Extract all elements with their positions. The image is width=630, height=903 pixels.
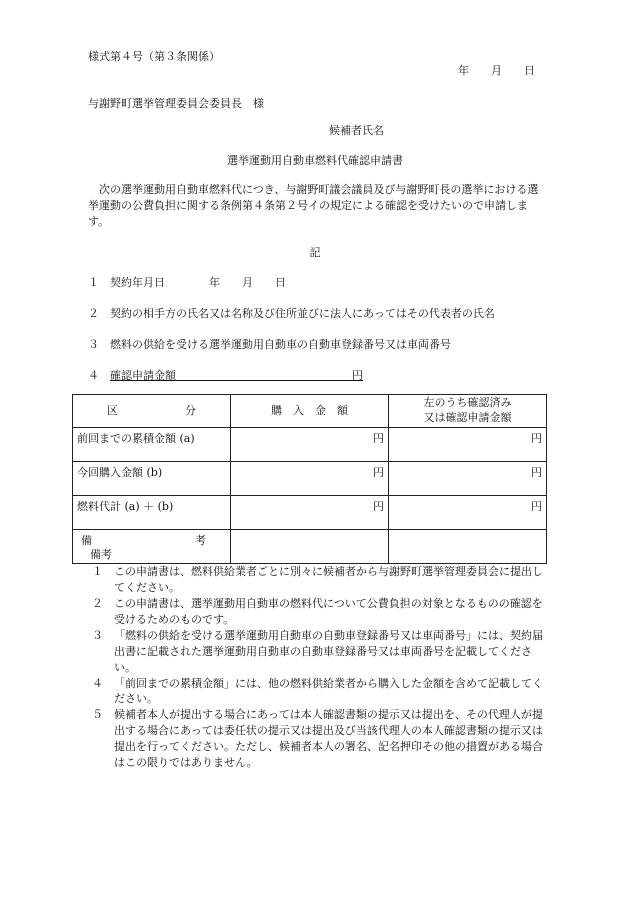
form-number: 様式第４号（第３条関係） bbox=[88, 50, 220, 63]
yen-cell: 円 bbox=[231, 496, 389, 530]
yen-cell: 円 bbox=[389, 496, 547, 530]
header-category-a: 区 bbox=[107, 403, 118, 417]
intro-text: 次の選挙運動用自動車燃料代につき、与謝野町議会議員及び与謝野町長の選挙における選挙運動の公費負担に関する条例第４条第２号イの規定による確認を受けたいので申請します。 bbox=[88, 183, 539, 228]
table-row bbox=[73, 462, 547, 496]
intro-paragraph bbox=[88, 182, 546, 230]
notes-title: 備考 bbox=[90, 548, 112, 561]
item-number: ３ bbox=[88, 338, 99, 351]
header-category bbox=[73, 395, 231, 428]
yen-cell: 円 bbox=[389, 428, 547, 462]
note-number: １ bbox=[92, 564, 103, 578]
application-amount: 確認申請金額 円 bbox=[110, 369, 363, 382]
note-item bbox=[88, 676, 546, 708]
document-title: 選挙運動用自動車燃料代確認申請書 bbox=[227, 154, 403, 167]
yen-cell: 円 bbox=[231, 428, 389, 462]
item-number: ２ bbox=[88, 307, 99, 320]
row-label: 今回購入金額 (b) bbox=[73, 462, 231, 496]
notes-section bbox=[88, 547, 546, 771]
item-text: 契約年月日 年 月 日 bbox=[110, 276, 286, 289]
header-confirmed-line1: 左のうち確認済み bbox=[423, 396, 512, 410]
note-number: ３ bbox=[92, 628, 103, 642]
remarks-label-b: 考 bbox=[195, 534, 206, 547]
table-row bbox=[73, 428, 547, 462]
table-header-row bbox=[73, 395, 547, 428]
item-number: ４ bbox=[88, 369, 99, 382]
table-row bbox=[73, 496, 547, 530]
row-label: 前回までの累積金額 (a) bbox=[73, 428, 231, 462]
note-text: この申請書は、選挙運動用自動車の燃料代について公費負担の対象となるものの確認を受けるためのものです。 bbox=[114, 596, 543, 626]
note-number: ２ bbox=[92, 596, 103, 610]
ki-label: 記 bbox=[309, 246, 321, 259]
item-text: 燃料の供給を受ける選挙運動用自動車の自動車登録番号又は車両番号 bbox=[110, 338, 451, 351]
item-text: 契約の相手方の氏名又は名称及び住所並びに法人にあってはその代表者の氏名 bbox=[110, 307, 495, 320]
header-purchase-amount: 購 入 金 額 bbox=[231, 395, 389, 428]
header-category-b: 分 bbox=[185, 403, 196, 417]
item-1 bbox=[88, 275, 286, 291]
note-text: 「燃料の供給を受ける選挙運動用自動車の自動車登録番号又は車両番号」には、契約届出書に記載された選挙運動用自動車の自動車登録番号又は車両番号を記載してください。 bbox=[114, 628, 543, 674]
item-number: １ bbox=[88, 276, 99, 289]
header-confirmed-line2: 又は確認申請金額 bbox=[423, 411, 512, 424]
note-number: ４ bbox=[92, 676, 103, 690]
row-label: 燃料代計 (a) ＋ (b) bbox=[73, 496, 231, 530]
item-3 bbox=[88, 337, 451, 353]
remarks-label-a: 備 bbox=[81, 534, 92, 547]
candidate-name-label: 候補者氏名 bbox=[329, 124, 384, 137]
note-text: 「前回までの累積金額」には、他の燃料供給業者から購入した金額を含めて記載してください。 bbox=[114, 676, 543, 706]
note-item bbox=[88, 596, 546, 628]
note-text: 候補者本人が提出する場合にあっては本人確認書類の提示又は提出を、その代理人が提出する場合にあっては委任状の提示又は提出及び当該代理人の本人確認書類の提示又は提出を行ってください。ただし、候補者本人の署名、記名押印その他の措置がある場合はこの限りではありません。 bbox=[114, 708, 543, 770]
yen-cell: 円 bbox=[389, 462, 547, 496]
item-4 bbox=[88, 368, 363, 384]
header-confirmed-amount bbox=[389, 395, 547, 428]
date-line: 年 月 日 bbox=[458, 64, 535, 77]
note-number: ５ bbox=[92, 708, 103, 722]
note-text: この申請書は、燃料供給業者ごとに別々に候補者から与謝野町選挙管理委員会に提出してください。 bbox=[114, 564, 543, 594]
note-item bbox=[88, 564, 546, 596]
fuel-amount-table bbox=[72, 394, 547, 564]
note-item bbox=[88, 707, 546, 771]
yen-cell: 円 bbox=[231, 462, 389, 496]
note-item bbox=[88, 628, 546, 676]
item-2 bbox=[88, 306, 495, 322]
addressee: 与謝野町選挙管理委員会委員長 様 bbox=[88, 97, 264, 110]
